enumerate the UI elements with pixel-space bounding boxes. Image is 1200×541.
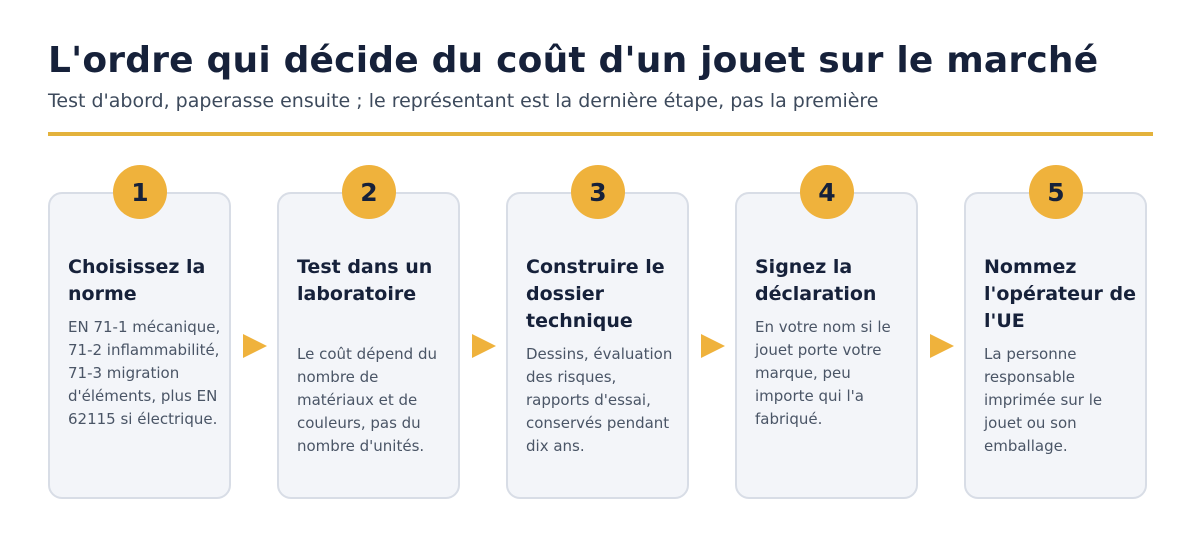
step-description: Le coût dépend du nombre de matériaux et de couleurs, pas du nombre d'unités.	[297, 345, 437, 455]
step-number-badge-4: 4	[800, 165, 854, 219]
step-title: Construire le dossier technique	[526, 256, 665, 332]
step-number-badge-3: 3	[571, 165, 625, 219]
step-card-4	[735, 192, 918, 499]
arrow-right-icon	[243, 334, 267, 358]
step-number-badge-1: 1	[113, 165, 167, 219]
page-title: L'ordre qui décide du coût d'un jouet sur le marché	[48, 40, 1099, 81]
step-number-badge-2: 2	[342, 165, 396, 219]
step-description: Dessins, évaluation des risques, rapports d'essai, conservés pendant dix ans.	[526, 345, 673, 455]
step-title: Choisissez la norme	[68, 256, 206, 305]
step-title: Signez la déclaration	[755, 256, 877, 305]
step-description: La personne responsable imprimée sur le jouet ou son emballage.	[984, 345, 1103, 455]
step-description: EN 71-1 mécanique, 71-2 inflammabilité, 71-3 migration d'éléments, plus EN 62115 si électrique.	[68, 318, 221, 428]
step-title: Test dans un laboratoire	[297, 256, 433, 305]
step-card-5	[964, 192, 1147, 499]
arrow-right-icon	[930, 334, 954, 358]
step-card-3	[506, 192, 689, 499]
arrow-right-icon	[701, 334, 725, 358]
step-card-2	[277, 192, 460, 499]
page-subtitle: Test d'abord, paperasse ensuite ; le représentant est la dernière étape, pas la première	[48, 90, 879, 112]
step-card-1	[48, 192, 231, 499]
step-number-badge-5: 5	[1029, 165, 1083, 219]
step-title: Nommez l'opérateur de l'UE	[984, 256, 1137, 332]
step-description: En votre nom si le jouet porte votre marque, peu importe qui l'a fabriqué.	[755, 318, 891, 428]
arrow-right-icon	[472, 334, 496, 358]
